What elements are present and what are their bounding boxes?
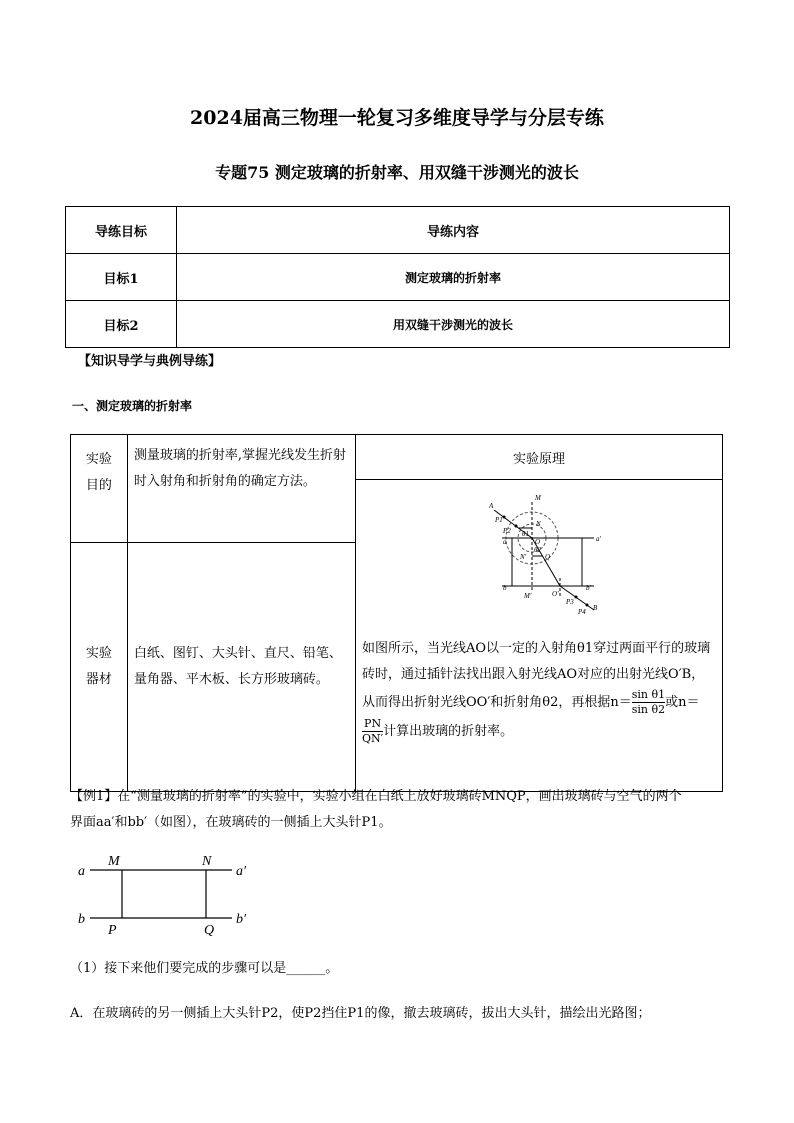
principle-text-1: 如图所示，当光线AO以一定的入射角θ1穿过两面平行的玻璃砖时，通过插针法找出跟入射光线AO对应的出射光线O′B，从而得出折射光线OO′和折射角θ2，再根据n＝ — [362, 641, 711, 710]
table-row — [66, 254, 730, 301]
experiment-table — [70, 434, 723, 792]
sin-fraction — [632, 688, 665, 717]
label-b: b — [503, 584, 507, 592]
glass-block-diagram — [70, 848, 270, 938]
label-b-prime: b′ — [586, 584, 592, 592]
principle-label: 实验原理 — [356, 435, 723, 480]
label-P4: P4 — [578, 608, 586, 616]
label-Q: Q — [204, 923, 215, 938]
table-row — [71, 435, 723, 480]
label-N: N — [536, 520, 541, 528]
or-text: 或n＝ — [665, 695, 700, 710]
label-a: a — [78, 864, 85, 879]
option-a: A．在玻璃砖的另一侧插上大头针P2，使P2挡住P1的像，撤去玻璃砖，拔出大头针，描绘出光路图； — [70, 1006, 651, 1021]
label-Q: Q — [545, 553, 551, 561]
label-P1: P1 — [495, 516, 503, 524]
label-B: B — [593, 604, 598, 612]
section1-title: 一、测定玻璃的折射率 — [72, 399, 193, 413]
equipment-label-text: 实验器材 — [85, 646, 112, 687]
example-line2: 界面aa′和bb′（如图），在玻璃砖的一侧插上大头针P1。 — [70, 815, 392, 830]
pn: PN — [362, 717, 383, 732]
goal-content: 测定玻璃的折射率 — [177, 254, 730, 301]
purpose-text: 测量玻璃的折射率,掌握光线发生折射时入射角和折射角的确定方法。 — [127, 435, 355, 543]
purpose-label-text: 实验目的 — [85, 452, 112, 493]
goal-content: 用双缝干涉测光的波长 — [177, 301, 730, 348]
purpose-label — [71, 435, 128, 543]
principle-cell — [356, 480, 723, 792]
refraction-diagram — [362, 486, 716, 626]
label-A: A — [489, 502, 494, 510]
document-title: 2024届高三物理一轮复习多维度导学与分层专练 — [190, 107, 604, 129]
sin1: sin θ1 — [631, 688, 666, 701]
label-P2: P2 — [503, 527, 511, 535]
label-O: O — [535, 538, 541, 546]
principle-text — [362, 636, 716, 746]
table-row — [66, 207, 730, 254]
goal-label: 目标2 — [66, 301, 177, 348]
example-line1: 【例1】在“测量玻璃的折射率”的实验中，实验小组在白纸上放好玻璃砖MNQP，画出玻璃砖与空气的两个 — [70, 789, 682, 804]
label-O-prime: O′ — [552, 590, 559, 598]
label-P3: P3 — [566, 598, 574, 606]
equipment-label — [71, 543, 128, 792]
label-P: P — [108, 923, 117, 938]
label-a: a — [503, 538, 507, 546]
label-M: M — [108, 854, 120, 869]
equipment-text: 白纸、图钉、大头针、直尺、铅笔、量角器、平木板、长方形玻璃砖。 — [127, 543, 355, 792]
qn: QN′ — [362, 732, 384, 745]
sin2: sin θ2 — [631, 703, 666, 716]
pn-fraction — [362, 717, 383, 746]
label-b: b — [78, 912, 85, 927]
label-a-prime: a′ — [236, 864, 247, 879]
label-b-prime: b′ — [236, 912, 247, 927]
goals-header-col1: 导练目标 — [66, 207, 177, 254]
topic-subtitle: 专题75 测定玻璃的折射率、用双缝干涉测光的波长 — [215, 163, 579, 182]
label-theta1: θ1 — [522, 530, 529, 538]
question-1: （1）接下来他们要完成的步骤可以是______。 — [70, 961, 339, 976]
label-N: N — [202, 854, 212, 869]
principle-text-2: 计算出玻璃的折射率。 — [383, 724, 514, 739]
label-M-prime: M′ — [524, 592, 532, 600]
section-header: 【知识导学与典例导练】 — [78, 354, 222, 369]
label-N-prime: N′ — [520, 553, 527, 561]
goals-header-col2: 导练内容 — [177, 207, 730, 254]
table-row — [66, 301, 730, 348]
goal-label: 目标1 — [66, 254, 177, 301]
label-a-prime: a′ — [596, 535, 602, 543]
label-M: M — [535, 494, 541, 502]
goals-table — [65, 206, 730, 348]
label-theta2: θ2 — [534, 546, 541, 554]
